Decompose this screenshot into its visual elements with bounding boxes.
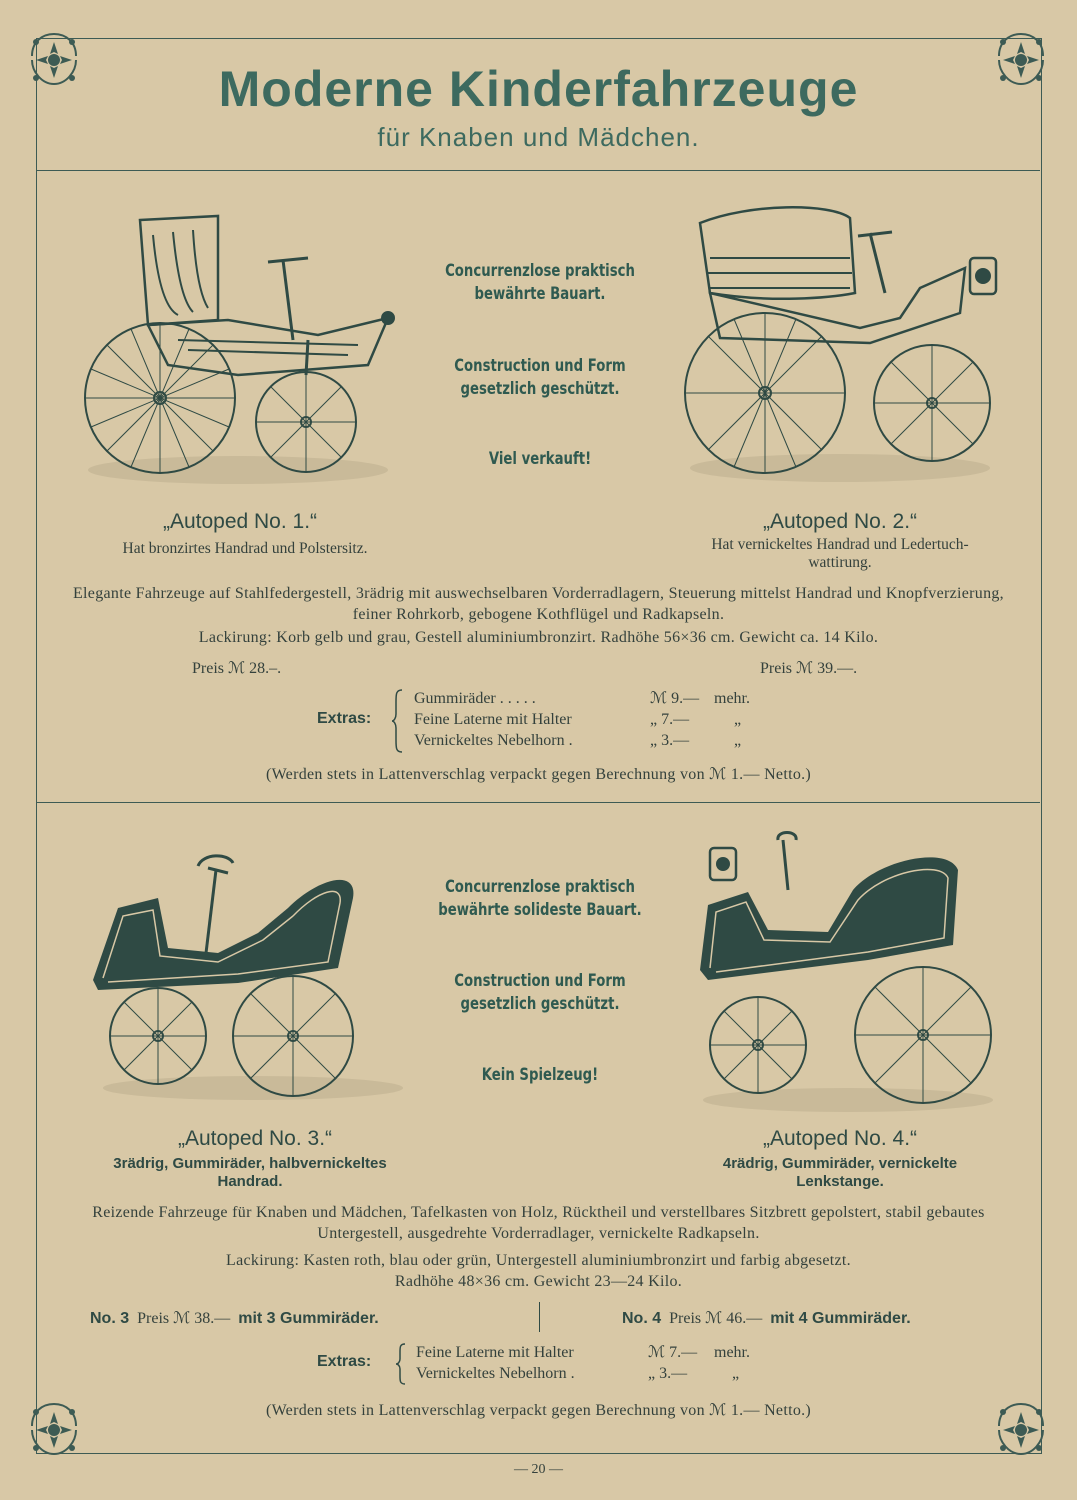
model-4-name: „Autoped No. 4.“ <box>762 1127 918 1150</box>
extras-row: Feine Laterne mit Halter ℳ 7.— mehr. <box>416 1344 750 1361</box>
slogan-3: Viel verkauft! <box>488 449 592 469</box>
price-separator <box>539 1302 540 1332</box>
description-paragraph: Reizende Fahrzeuge für Knaben und Mädchen, Tafelkasten von Holz, Rücktheil und verstellbares Sitzbrett gepolstert, stabil gebautes Untergestell, ausgedrehte Vorderradlager, vernickelte Radkapseln. <box>92 1204 985 1242</box>
description-paragraph: Elegante Fahrzeuge auf Stahlfedergestell, 3rädrig mit auswechselbaren Vorderradlagern, Steuerung mittelst Handrad und Knopfverzierung, feiner Rohrkorb, gebogene Kothflügel und Radkapseln. <box>72 585 1004 623</box>
slogan-5: Construction und Form gesetzlich geschützt. <box>454 971 626 1014</box>
price-model-2: Preis ℳ 39.—. <box>760 660 858 677</box>
price-model-3: No. 3 Preis ℳ 38.— mit 3 Gummiräder. <box>90 1310 379 1327</box>
extras-list <box>416 1342 796 1384</box>
page-subtitle: für Knaben und Mädchen. <box>377 122 700 152</box>
extras-label: Extras: <box>317 710 372 727</box>
slogan-4: Concurrenzlose praktisch bewährte solideste Bauart. <box>438 877 642 920</box>
extras-row: Gummiräder . . . . . ℳ 9.— mehr. <box>414 690 750 707</box>
brace-icon <box>394 1342 408 1386</box>
price-model-1: Preis ℳ 28.–. <box>192 660 282 677</box>
slogan-6: Kein Spielzeug! <box>481 1065 599 1085</box>
model-2-desc: Hat vernickeltes Handrad und Ledertuch- wattirung. <box>711 536 969 571</box>
model-2-name: „Autoped No. 2.“ <box>762 510 918 533</box>
packing-note: (Werden stets in Lattenverschlag verpackt gegen Berechnung von ℳ 1.— Netto.) <box>265 1402 812 1419</box>
divider <box>37 802 1040 803</box>
slogan-1: Concurrenzlose praktisch bewährte Bauart. <box>445 261 635 304</box>
lackierung-text: Lackirung: Kasten roth, blau oder grün, Untergestell aluminiumbronzirt und farbig abgesetzt. <box>226 1252 851 1269</box>
page-title: Moderne Kinderfahrzeuge <box>218 61 859 117</box>
slogan-2: Construction und Form gesetzlich geschützt. <box>454 356 626 399</box>
model-3-name: „Autoped No. 3.“ <box>177 1127 333 1150</box>
autoped-2-illustration <box>670 198 1015 498</box>
radhoehe-text: Radhöhe 48×36 cm. Gewicht 23—24 Kilo. <box>394 1273 683 1290</box>
extras-label: Extras: <box>317 1353 372 1370</box>
brace-icon <box>390 688 406 754</box>
model-3-desc: 3rädrig, Gummiräder, halbvernickeltes Handrad. <box>113 1155 387 1190</box>
model-1-name: „Autoped No. 1.“ <box>162 510 318 533</box>
extras-row: Vernickeltes Nebelhorn . „ 3.— „ <box>414 732 742 749</box>
packing-note: (Werden stets in Lattenverschlag verpackt gegen Berechnung von ℳ 1.— Netto.) <box>265 766 812 783</box>
price-model-4: No. 4 Preis ℳ 46.— mit 4 Gummiräder. <box>622 1310 911 1327</box>
autoped-4-illustration <box>688 830 1008 1130</box>
extras-row: Vernickeltes Nebelhorn . „ 3.— „ <box>416 1365 740 1382</box>
autoped-3-illustration <box>88 838 418 1128</box>
divider <box>37 170 1040 171</box>
lackierung-text: Lackirung: Korb gelb und grau, Gestell aluminiumbronzirt. Radhöhe 56×36 cm. Gewicht ca. 14 Kilo. <box>198 629 879 646</box>
extras-row: Feine Laterne mit Halter „ 7.— „ <box>414 711 742 728</box>
model-1-desc: Hat bronzirtes Handrad und Polstersitz. <box>122 540 368 557</box>
autoped-1-illustration <box>68 200 408 500</box>
extras-list <box>414 688 794 751</box>
page-number: — 20 — <box>514 1462 563 1477</box>
model-4-desc: 4rädrig, Gummiräder, vernickelte Lenkstange. <box>722 1155 958 1190</box>
